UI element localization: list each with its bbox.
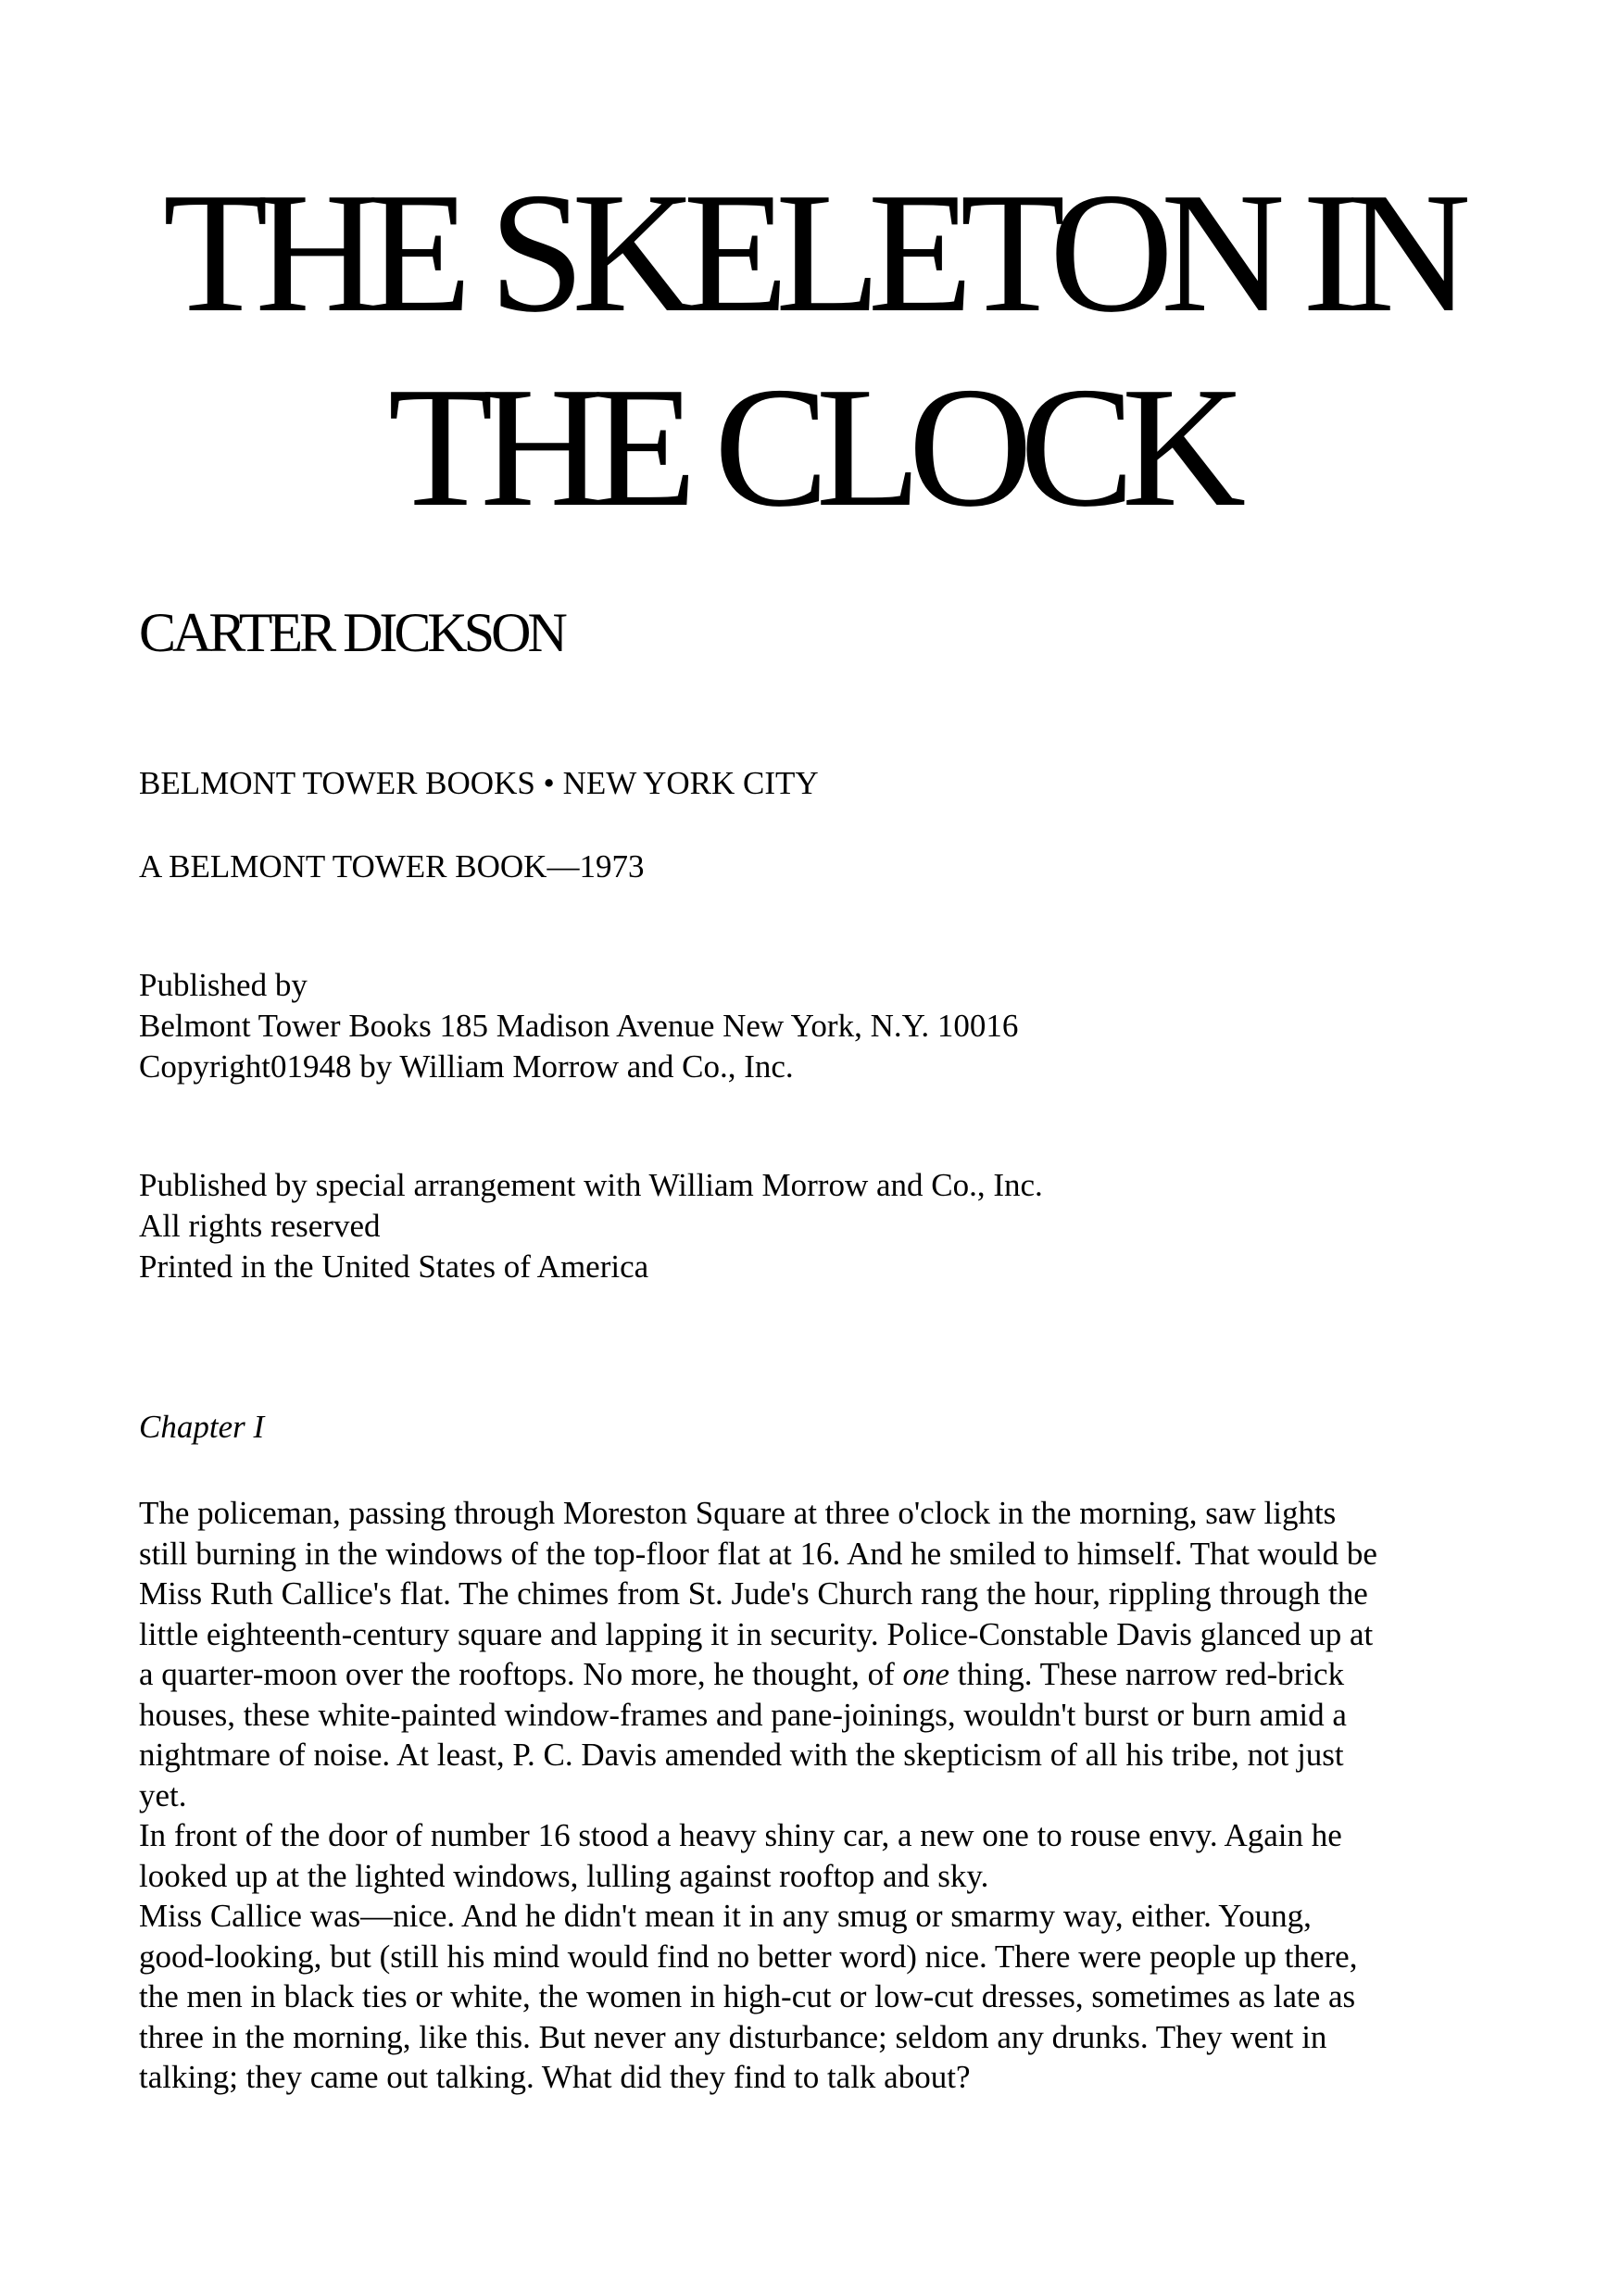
paragraph-1-line: The policeman, passing through Moreston Square at three o'clock in the morning, saw lights xyxy=(139,1495,1337,1531)
paragraph-3-line: good-looking, but (still his mind would find no better word) nice. There were people up there, xyxy=(139,1938,1358,1975)
book-title-line-1: THE SKELETON IN xyxy=(162,157,1459,348)
imprint-line: Published by xyxy=(139,967,308,1003)
chapter-body xyxy=(139,1493,1491,2098)
paragraph-1-line: little eighteenth-century square and lapping it in security. Police-Constable Davis glanced up at xyxy=(139,1615,1374,1652)
paragraph-1-text: a quarter-moon over the rooftops. No more, he thought, of xyxy=(139,1656,903,1692)
imprint-line: Copyright01948 by William Morrow and Co., Inc. xyxy=(139,1048,794,1085)
paragraph-1-line: Miss Ruth Callice's flat. The chimes from St. Jude's Church rang the hour, rippling through the xyxy=(139,1575,1368,1612)
rights-line: Published by special arrangement with William Morrow and Co., Inc. xyxy=(139,1167,1043,1203)
author-name: CARTER DICKSON xyxy=(139,602,564,663)
paragraph-3-line: talking; they came out talking. What did they find to talk about? xyxy=(139,2059,971,2095)
chapter-heading: Chapter I xyxy=(139,1409,265,1445)
paragraph-2-line: looked up at the lighted windows, lulling against rooftop and sky. xyxy=(139,1857,989,1894)
imprint-line: Belmont Tower Books 185 Madison Avenue New York, N.Y. 10016 xyxy=(139,1008,1019,1044)
paragraph-3-line: the men in black ties or white, the women in high-cut or low-cut dresses, sometimes as late as xyxy=(139,1978,1356,2014)
paragraph-3-line: three in the morning, like this. But never any disturbance; seldom any drunks. They went in xyxy=(139,2018,1327,2055)
imprint-block xyxy=(139,965,1018,1087)
paragraph-1-line xyxy=(139,1654,1491,1695)
paragraph-1-text: thing. These narrow red-brick xyxy=(949,1656,1345,1692)
paragraph-1-line: houses, these white-painted window-frames and pane-joinings, wouldn't burst or burn amid a xyxy=(139,1696,1347,1733)
paragraph-1-line: yet. xyxy=(139,1776,187,1813)
edition-line: A BELMONT TOWER BOOK—1973 xyxy=(139,848,645,885)
paragraph-3-line: Miss Callice was—nice. And he didn't mean it in any smug or smarmy way, either. Young, xyxy=(139,1898,1312,1934)
paragraph-1-line: nightmare of noise. At least, P. C. Davis amended with the skepticism of all his tribe, not just xyxy=(139,1737,1344,1773)
book-title-line-2: THE CLOCK xyxy=(387,352,1234,543)
publisher-line: BELMONT TOWER BOOKS • NEW YORK CITY xyxy=(139,765,819,801)
emphasis-text: one xyxy=(902,1656,950,1692)
rights-line: Printed in the United States of America xyxy=(139,1248,649,1285)
rights-line: All rights reserved xyxy=(139,1208,381,1244)
rights-block xyxy=(139,1165,1043,1287)
paragraph-2-line: In front of the door of number 16 stood a heavy shiny car, a new one to rouse envy. Again he xyxy=(139,1817,1342,1853)
book-title xyxy=(0,156,1621,545)
paragraph-1-line: still burning in the windows of the top-floor flat at 16. And he smiled to himself. That would be xyxy=(139,1535,1377,1572)
